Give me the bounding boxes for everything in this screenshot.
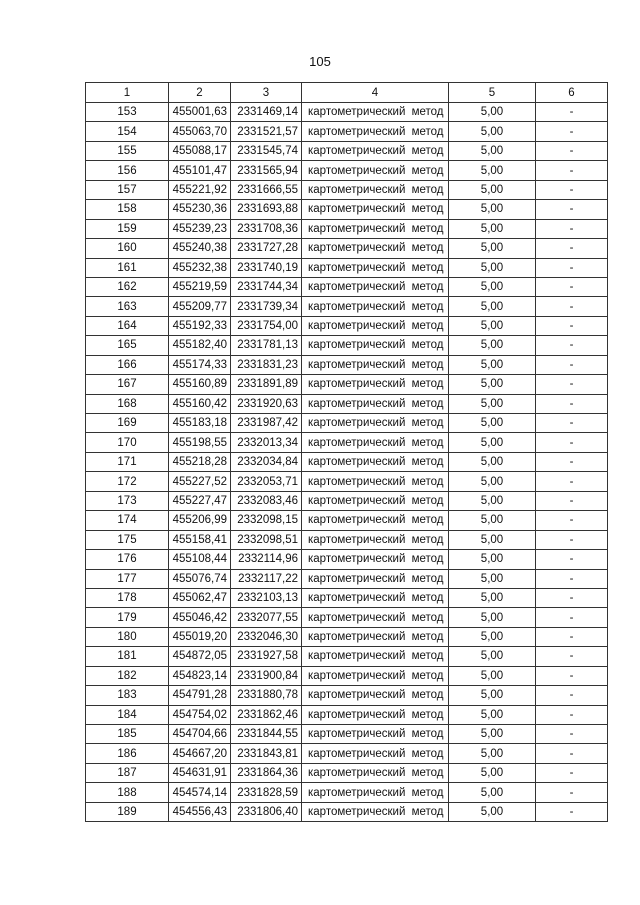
x-coordinate-cell: 455227,52 xyxy=(169,472,231,491)
point-number-cell: 159 xyxy=(86,219,169,238)
method-cell: картометрический метод xyxy=(302,258,449,277)
header-cell: 1 xyxy=(86,83,169,103)
note-cell: - xyxy=(536,725,608,744)
note-cell: - xyxy=(536,588,608,607)
note-cell: - xyxy=(536,530,608,549)
note-cell: - xyxy=(536,550,608,569)
x-coordinate-cell: 455160,89 xyxy=(169,375,231,394)
x-coordinate-cell: 455158,41 xyxy=(169,530,231,549)
y-coordinate-cell: 2331891,89 xyxy=(231,375,302,394)
note-cell: - xyxy=(536,336,608,355)
accuracy-cell: 5,00 xyxy=(449,316,536,335)
table-row xyxy=(86,511,608,530)
table-row xyxy=(86,161,608,180)
x-coordinate-cell: 454754,02 xyxy=(169,705,231,724)
x-coordinate-cell: 454574,14 xyxy=(169,783,231,802)
y-coordinate-cell: 2332034,84 xyxy=(231,452,302,471)
x-coordinate-cell: 454823,14 xyxy=(169,666,231,685)
table-row xyxy=(86,239,608,258)
accuracy-cell: 5,00 xyxy=(449,608,536,627)
method-cell: картометрический метод xyxy=(302,161,449,180)
accuracy-cell: 5,00 xyxy=(449,686,536,705)
note-cell: - xyxy=(536,200,608,219)
note-cell: - xyxy=(536,161,608,180)
y-coordinate-cell: 2331900,84 xyxy=(231,666,302,685)
method-cell: картометрический метод xyxy=(302,219,449,238)
y-coordinate-cell: 2332098,51 xyxy=(231,530,302,549)
point-number-cell: 166 xyxy=(86,355,169,374)
y-coordinate-cell: 2332046,30 xyxy=(231,627,302,646)
note-cell: - xyxy=(536,394,608,413)
table-row xyxy=(86,569,608,588)
point-number-cell: 173 xyxy=(86,491,169,510)
y-coordinate-cell: 2332103,13 xyxy=(231,588,302,607)
page-number: 105 xyxy=(309,54,331,69)
y-coordinate-cell: 2331864,36 xyxy=(231,763,302,782)
table-row xyxy=(86,550,608,569)
method-cell: картометрический метод xyxy=(302,647,449,666)
method-cell: картометрический метод xyxy=(302,452,449,471)
x-coordinate-cell: 455198,55 xyxy=(169,433,231,452)
table-row xyxy=(86,375,608,394)
accuracy-cell: 5,00 xyxy=(449,336,536,355)
accuracy-cell: 5,00 xyxy=(449,180,536,199)
method-cell: картометрический метод xyxy=(302,472,449,491)
point-number-cell: 182 xyxy=(86,666,169,685)
point-number-cell: 185 xyxy=(86,725,169,744)
y-coordinate-cell: 2331666,55 xyxy=(231,180,302,199)
x-coordinate-cell: 455160,42 xyxy=(169,394,231,413)
x-coordinate-cell: 455240,38 xyxy=(169,239,231,258)
point-number-cell: 154 xyxy=(86,122,169,141)
y-coordinate-cell: 2331754,00 xyxy=(231,316,302,335)
table-row xyxy=(86,355,608,374)
method-cell: картометрический метод xyxy=(302,491,449,510)
y-coordinate-cell: 2331862,46 xyxy=(231,705,302,724)
table-row xyxy=(86,491,608,510)
y-coordinate-cell: 2331693,88 xyxy=(231,200,302,219)
x-coordinate-cell: 455088,17 xyxy=(169,141,231,160)
point-number-cell: 162 xyxy=(86,277,169,296)
point-number-cell: 176 xyxy=(86,550,169,569)
method-cell: картометрический метод xyxy=(302,608,449,627)
table-row xyxy=(86,219,608,238)
accuracy-cell: 5,00 xyxy=(449,394,536,413)
y-coordinate-cell: 2331920,63 xyxy=(231,394,302,413)
table-row xyxy=(86,122,608,141)
accuracy-cell: 5,00 xyxy=(449,297,536,316)
y-coordinate-cell: 2331708,36 xyxy=(231,219,302,238)
accuracy-cell: 5,00 xyxy=(449,122,536,141)
note-cell: - xyxy=(536,783,608,802)
note-cell: - xyxy=(536,627,608,646)
y-coordinate-cell: 2331843,81 xyxy=(231,744,302,763)
table-row xyxy=(86,783,608,802)
table-row xyxy=(86,394,608,413)
accuracy-cell: 5,00 xyxy=(449,491,536,510)
point-number-cell: 180 xyxy=(86,627,169,646)
table-row xyxy=(86,588,608,607)
point-number-cell: 186 xyxy=(86,744,169,763)
method-cell: картометрический метод xyxy=(302,725,449,744)
y-coordinate-cell: 2331565,94 xyxy=(231,161,302,180)
accuracy-cell: 5,00 xyxy=(449,414,536,433)
accuracy-cell: 5,00 xyxy=(449,705,536,724)
note-cell: - xyxy=(536,297,608,316)
y-coordinate-cell: 2331781,13 xyxy=(231,336,302,355)
y-coordinate-cell: 2332053,71 xyxy=(231,472,302,491)
point-number-cell: 156 xyxy=(86,161,169,180)
x-coordinate-cell: 455227,47 xyxy=(169,491,231,510)
method-cell: картометрический метод xyxy=(302,705,449,724)
x-coordinate-cell: 455239,23 xyxy=(169,219,231,238)
x-coordinate-cell: 455062,47 xyxy=(169,588,231,607)
table-row xyxy=(86,258,608,277)
y-coordinate-cell: 2331739,34 xyxy=(231,297,302,316)
method-cell: картометрический метод xyxy=(302,122,449,141)
x-coordinate-cell: 455209,77 xyxy=(169,297,231,316)
note-cell: - xyxy=(536,802,608,821)
method-cell: картометрический метод xyxy=(302,627,449,646)
note-cell: - xyxy=(536,316,608,335)
point-number-cell: 168 xyxy=(86,394,169,413)
y-coordinate-cell: 2332077,55 xyxy=(231,608,302,627)
y-coordinate-cell: 2331744,34 xyxy=(231,277,302,296)
table-row xyxy=(86,141,608,160)
note-cell: - xyxy=(536,452,608,471)
table-row xyxy=(86,705,608,724)
note-cell: - xyxy=(536,375,608,394)
x-coordinate-cell: 455101,47 xyxy=(169,161,231,180)
table-row xyxy=(86,666,608,685)
x-coordinate-cell: 455219,59 xyxy=(169,277,231,296)
method-cell: картометрический метод xyxy=(302,103,449,122)
table-row xyxy=(86,180,608,199)
y-coordinate-cell: 2331545,74 xyxy=(231,141,302,160)
point-number-cell: 188 xyxy=(86,783,169,802)
point-number-cell: 165 xyxy=(86,336,169,355)
method-cell: картометрический метод xyxy=(302,141,449,160)
note-cell: - xyxy=(536,666,608,685)
method-cell: картометрический метод xyxy=(302,180,449,199)
x-coordinate-cell: 455046,42 xyxy=(169,608,231,627)
table-row xyxy=(86,725,608,744)
note-cell: - xyxy=(536,355,608,374)
point-number-cell: 183 xyxy=(86,686,169,705)
method-cell: картометрический метод xyxy=(302,569,449,588)
header-cell: 5 xyxy=(449,83,536,103)
y-coordinate-cell: 2331880,78 xyxy=(231,686,302,705)
x-coordinate-cell: 455232,38 xyxy=(169,258,231,277)
y-coordinate-cell: 2331521,57 xyxy=(231,122,302,141)
x-coordinate-cell: 454704,66 xyxy=(169,725,231,744)
method-cell: картометрический метод xyxy=(302,666,449,685)
method-cell: картометрический метод xyxy=(302,763,449,782)
table-row xyxy=(86,530,608,549)
table-row xyxy=(86,744,608,763)
y-coordinate-cell: 2332013,34 xyxy=(231,433,302,452)
point-number-cell: 172 xyxy=(86,472,169,491)
point-number-cell: 178 xyxy=(86,588,169,607)
x-coordinate-cell: 454872,05 xyxy=(169,647,231,666)
table-row xyxy=(86,472,608,491)
method-cell: картометрический метод xyxy=(302,433,449,452)
x-coordinate-cell: 455206,99 xyxy=(169,511,231,530)
accuracy-cell: 5,00 xyxy=(449,763,536,782)
y-coordinate-cell: 2332117,22 xyxy=(231,569,302,588)
header-cell: 6 xyxy=(536,83,608,103)
y-coordinate-cell: 2331740,19 xyxy=(231,258,302,277)
note-cell: - xyxy=(536,569,608,588)
accuracy-cell: 5,00 xyxy=(449,472,536,491)
y-coordinate-cell: 2331828,59 xyxy=(231,783,302,802)
point-number-cell: 184 xyxy=(86,705,169,724)
note-cell: - xyxy=(536,511,608,530)
y-coordinate-cell: 2331727,28 xyxy=(231,239,302,258)
point-number-cell: 179 xyxy=(86,608,169,627)
point-number-cell: 189 xyxy=(86,802,169,821)
accuracy-cell: 5,00 xyxy=(449,511,536,530)
x-coordinate-cell: 454791,28 xyxy=(169,686,231,705)
note-cell: - xyxy=(536,239,608,258)
table-body xyxy=(86,83,608,822)
table-row xyxy=(86,316,608,335)
method-cell: картометрический метод xyxy=(302,530,449,549)
point-number-cell: 174 xyxy=(86,511,169,530)
accuracy-cell: 5,00 xyxy=(449,239,536,258)
note-cell: - xyxy=(536,414,608,433)
point-number-cell: 160 xyxy=(86,239,169,258)
note-cell: - xyxy=(536,491,608,510)
method-cell: картометрический метод xyxy=(302,355,449,374)
accuracy-cell: 5,00 xyxy=(449,355,536,374)
note-cell: - xyxy=(536,219,608,238)
note-cell: - xyxy=(536,103,608,122)
x-coordinate-cell: 455001,63 xyxy=(169,103,231,122)
table-row xyxy=(86,297,608,316)
method-cell: картометрический метод xyxy=(302,277,449,296)
x-coordinate-cell: 455182,40 xyxy=(169,336,231,355)
table-row xyxy=(86,608,608,627)
note-cell: - xyxy=(536,686,608,705)
method-cell: картометрический метод xyxy=(302,783,449,802)
accuracy-cell: 5,00 xyxy=(449,141,536,160)
y-coordinate-cell: 2331987,42 xyxy=(231,414,302,433)
x-coordinate-cell: 454667,20 xyxy=(169,744,231,763)
table-row xyxy=(86,802,608,821)
y-coordinate-cell: 2331469,14 xyxy=(231,103,302,122)
note-cell: - xyxy=(536,744,608,763)
table-row xyxy=(86,452,608,471)
point-number-cell: 177 xyxy=(86,569,169,588)
method-cell: картометрический метод xyxy=(302,316,449,335)
x-coordinate-cell: 455183,18 xyxy=(169,414,231,433)
table-header-row xyxy=(86,83,608,103)
point-number-cell: 155 xyxy=(86,141,169,160)
table-row xyxy=(86,763,608,782)
accuracy-cell: 5,00 xyxy=(449,744,536,763)
accuracy-cell: 5,00 xyxy=(449,550,536,569)
accuracy-cell: 5,00 xyxy=(449,627,536,646)
accuracy-cell: 5,00 xyxy=(449,375,536,394)
method-cell: картометрический метод xyxy=(302,802,449,821)
point-number-cell: 167 xyxy=(86,375,169,394)
table-row xyxy=(86,627,608,646)
point-number-cell: 169 xyxy=(86,414,169,433)
note-cell: - xyxy=(536,141,608,160)
method-cell: картометрический метод xyxy=(302,297,449,316)
method-cell: картометрический метод xyxy=(302,550,449,569)
y-coordinate-cell: 2331831,23 xyxy=(231,355,302,374)
x-coordinate-cell: 455192,33 xyxy=(169,316,231,335)
table-row xyxy=(86,647,608,666)
x-coordinate-cell: 455076,74 xyxy=(169,569,231,588)
point-number-cell: 153 xyxy=(86,103,169,122)
method-cell: картометрический метод xyxy=(302,336,449,355)
note-cell: - xyxy=(536,122,608,141)
point-number-cell: 157 xyxy=(86,180,169,199)
table-row xyxy=(86,200,608,219)
y-coordinate-cell: 2331806,40 xyxy=(231,802,302,821)
point-number-cell: 170 xyxy=(86,433,169,452)
x-coordinate-cell: 455218,28 xyxy=(169,452,231,471)
point-number-cell: 171 xyxy=(86,452,169,471)
method-cell: картометрический метод xyxy=(302,200,449,219)
header-cell: 4 xyxy=(302,83,449,103)
x-coordinate-cell: 455230,36 xyxy=(169,200,231,219)
point-number-cell: 161 xyxy=(86,258,169,277)
accuracy-cell: 5,00 xyxy=(449,802,536,821)
x-coordinate-cell: 455063,70 xyxy=(169,122,231,141)
x-coordinate-cell: 454631,91 xyxy=(169,763,231,782)
x-coordinate-cell: 454556,43 xyxy=(169,802,231,821)
y-coordinate-cell: 2332083,46 xyxy=(231,491,302,510)
note-cell: - xyxy=(536,763,608,782)
method-cell: картометрический метод xyxy=(302,744,449,763)
accuracy-cell: 5,00 xyxy=(449,219,536,238)
accuracy-cell: 5,00 xyxy=(449,103,536,122)
x-coordinate-cell: 455019,20 xyxy=(169,627,231,646)
accuracy-cell: 5,00 xyxy=(449,530,536,549)
table-row xyxy=(86,686,608,705)
header-cell: 2 xyxy=(169,83,231,103)
method-cell: картометрический метод xyxy=(302,686,449,705)
note-cell: - xyxy=(536,472,608,491)
accuracy-cell: 5,00 xyxy=(449,647,536,666)
coordinates-table xyxy=(85,82,608,822)
point-number-cell: 181 xyxy=(86,647,169,666)
accuracy-cell: 5,00 xyxy=(449,569,536,588)
x-coordinate-cell: 455174,33 xyxy=(169,355,231,374)
method-cell: картометрический метод xyxy=(302,394,449,413)
method-cell: картометрический метод xyxy=(302,588,449,607)
accuracy-cell: 5,00 xyxy=(449,200,536,219)
point-number-cell: 164 xyxy=(86,316,169,335)
method-cell: картометрический метод xyxy=(302,414,449,433)
accuracy-cell: 5,00 xyxy=(449,588,536,607)
y-coordinate-cell: 2331927,58 xyxy=(231,647,302,666)
accuracy-cell: 5,00 xyxy=(449,277,536,296)
accuracy-cell: 5,00 xyxy=(449,258,536,277)
x-coordinate-cell: 455221,92 xyxy=(169,180,231,199)
note-cell: - xyxy=(536,258,608,277)
accuracy-cell: 5,00 xyxy=(449,725,536,744)
note-cell: - xyxy=(536,647,608,666)
method-cell: картометрический метод xyxy=(302,375,449,394)
point-number-cell: 163 xyxy=(86,297,169,316)
method-cell: картометрический метод xyxy=(302,511,449,530)
accuracy-cell: 5,00 xyxy=(449,452,536,471)
table-row xyxy=(86,103,608,122)
note-cell: - xyxy=(536,180,608,199)
point-number-cell: 175 xyxy=(86,530,169,549)
y-coordinate-cell: 2332098,15 xyxy=(231,511,302,530)
accuracy-cell: 5,00 xyxy=(449,783,536,802)
table-row xyxy=(86,414,608,433)
header-cell: 3 xyxy=(231,83,302,103)
table-row xyxy=(86,336,608,355)
table-row xyxy=(86,433,608,452)
accuracy-cell: 5,00 xyxy=(449,433,536,452)
accuracy-cell: 5,00 xyxy=(449,666,536,685)
point-number-cell: 158 xyxy=(86,200,169,219)
method-cell: картометрический метод xyxy=(302,239,449,258)
y-coordinate-cell: 2331844,55 xyxy=(231,725,302,744)
note-cell: - xyxy=(536,433,608,452)
note-cell: - xyxy=(536,705,608,724)
accuracy-cell: 5,00 xyxy=(449,161,536,180)
y-coordinate-cell: 2332114,96 xyxy=(231,550,302,569)
table-row xyxy=(86,277,608,296)
note-cell: - xyxy=(536,608,608,627)
point-number-cell: 187 xyxy=(86,763,169,782)
note-cell: - xyxy=(536,277,608,296)
x-coordinate-cell: 455108,44 xyxy=(169,550,231,569)
